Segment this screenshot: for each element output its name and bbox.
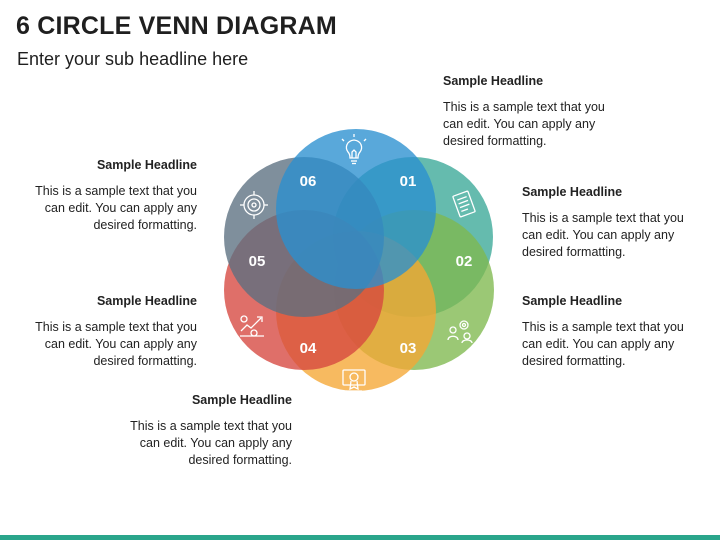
label-02: 02 xyxy=(455,252,473,270)
label-04: 04 xyxy=(299,339,317,357)
block-body: This is a sample text that you can edit. You can apply any desired formatting. xyxy=(130,419,292,467)
block-body: This is a sample text that you can edit. You can apply any desired formatting. xyxy=(35,184,197,232)
text-block-lower-left xyxy=(0,293,197,370)
label-06: 06 xyxy=(299,172,317,190)
text-block-upper-left xyxy=(0,157,197,234)
label-01: 01 xyxy=(399,172,417,190)
block-body: This is a sample text that you can edit. You can apply any desired formatting. xyxy=(35,320,197,368)
label-05: 05 xyxy=(248,252,266,270)
block-headline: Sample Headline xyxy=(522,185,623,199)
text-block-top xyxy=(443,73,643,150)
text-block-upper-right xyxy=(522,184,720,261)
text-block-bottom xyxy=(92,392,292,469)
block-headline: Sample Headline xyxy=(522,294,623,308)
text-block-lower-right xyxy=(522,293,720,370)
footer-bar xyxy=(0,535,720,540)
block-headline: Sample Headline xyxy=(191,393,292,407)
block-headline: Sample Headline xyxy=(443,74,544,88)
label-03: 03 xyxy=(399,339,417,357)
block-headline: Sample Headline xyxy=(96,158,197,172)
page-title: 6 CIRCLE VENN DIAGRAM xyxy=(16,12,337,40)
block-body: This is a sample text that you can edit. You can apply any desired formatting. xyxy=(443,100,605,148)
page-subtitle: Enter your sub headline here xyxy=(17,49,249,69)
block-body: This is a sample text that you can edit. You can apply any desired formatting. xyxy=(522,211,684,259)
block-body: This is a sample text that you can edit. You can apply any desired formatting. xyxy=(522,320,684,368)
block-headline: Sample Headline xyxy=(96,294,197,308)
